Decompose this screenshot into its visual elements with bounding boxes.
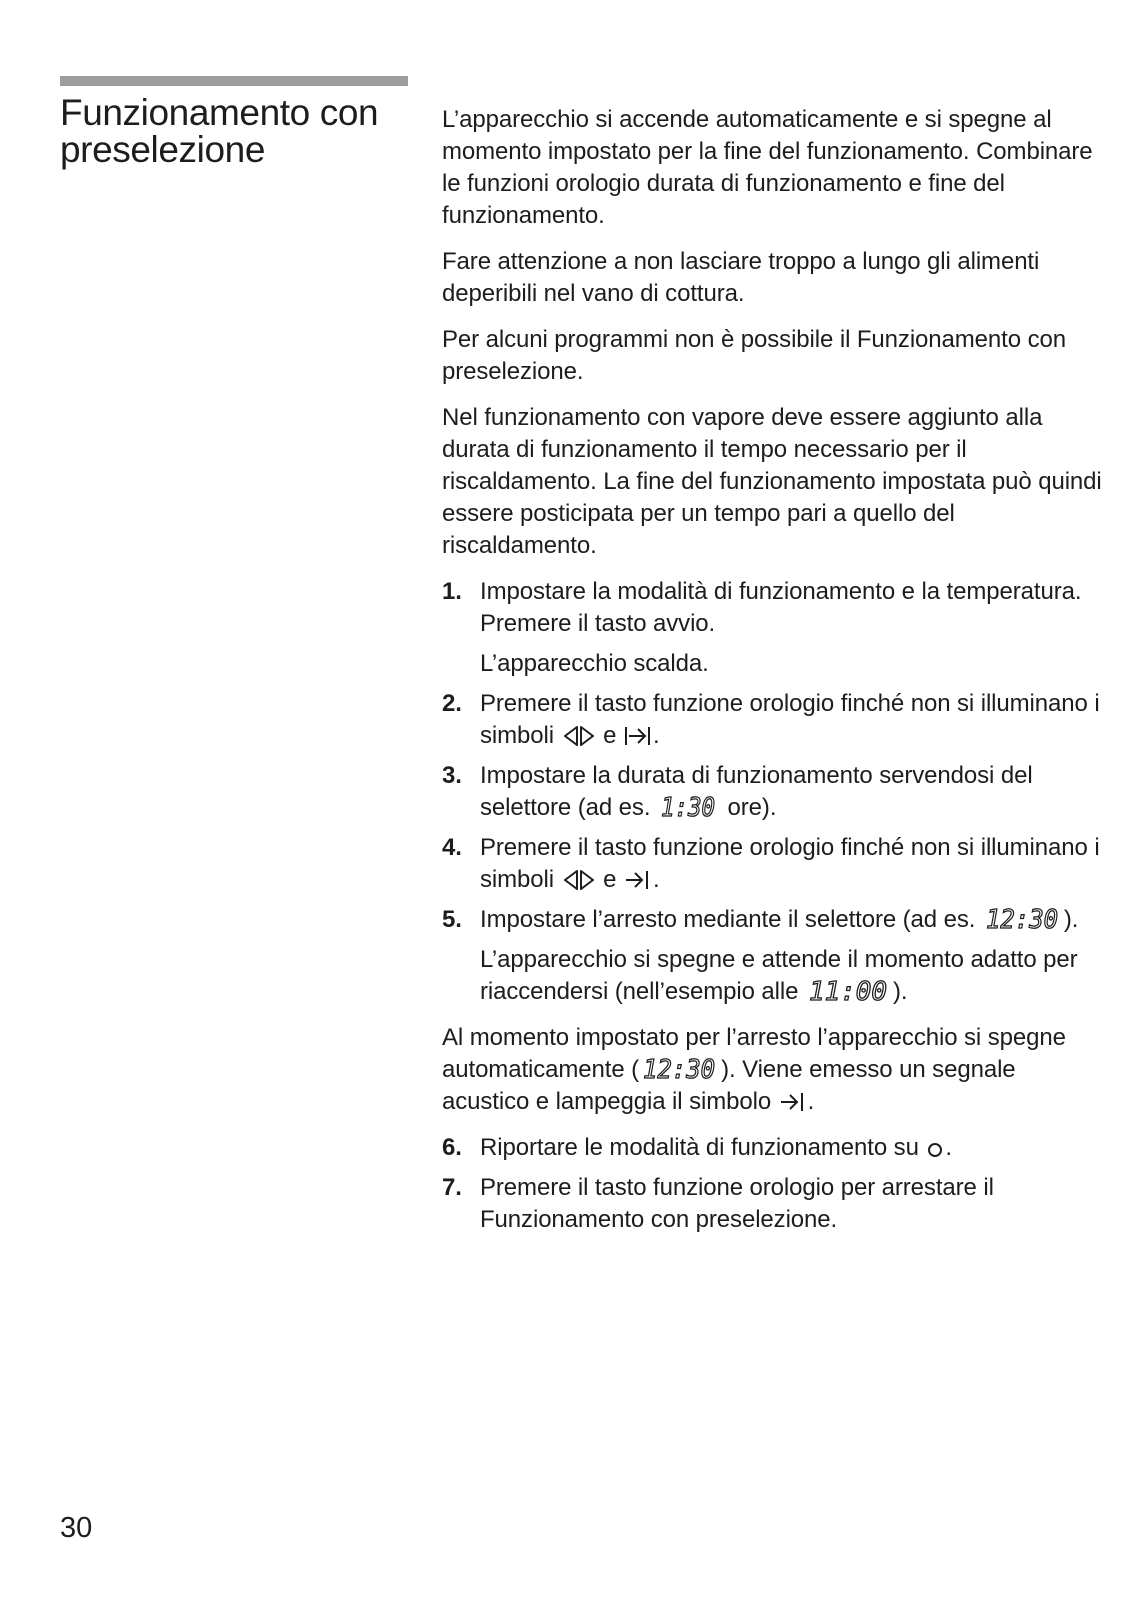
section-title-line-1: Funzionamento con <box>60 92 379 133</box>
body-content <box>442 104 1102 1250</box>
svg-text:11:00: 11:00 <box>808 978 887 1004</box>
step-text: Impostare l’arresto mediante il selettore (ad es. 12:30 ). <box>480 906 1079 933</box>
section-title-line-2: preselezione <box>60 129 266 170</box>
end-time-symbol-icon <box>778 1091 808 1113</box>
step-item <box>442 832 1102 896</box>
step-text: Impostare la modalità di funzionamento e la temperatura. Premere il tasto avvio. <box>480 578 1082 637</box>
step-text: Riportare le modalità di funzionamento su . <box>480 1134 952 1161</box>
step-text: Premere il tasto funzione orologio per arrestare il Funzionamento con preselezione. <box>480 1174 994 1233</box>
duration-symbol-icon <box>561 869 597 891</box>
page-number: 30 <box>60 1512 93 1544</box>
step-text: Premere il tasto funzione orologio finché non si illuminano i simboli e . <box>480 834 1100 893</box>
step-number: 7. <box>442 1174 462 1201</box>
intro-paragraph: Per alcuni programmi non è possibile il Funzionamento con preselezione. <box>442 326 1066 385</box>
svg-text:1:30: 1:30 <box>660 794 715 820</box>
section-title <box>60 94 420 168</box>
lcd-display-value <box>809 978 889 1004</box>
off-circle-icon <box>925 1137 945 1159</box>
step-item <box>442 904 1102 1008</box>
step-item <box>442 688 1102 752</box>
step-item <box>442 1132 1102 1164</box>
step-list <box>442 1132 1102 1236</box>
intro-paragraph: L’apparecchio si accende automaticamente e si spegne al momento impostato per la fine del funzionamento. Combinare le funzioni orologio durata di funzionamento e fine del funzionamento. <box>442 106 1093 229</box>
step-number: 1. <box>442 578 462 605</box>
step-note: L’apparecchio si spegne e attende il momento adatto per riaccendersi (nell’esempio alle 11:00 ). <box>480 946 1078 1005</box>
step-item <box>442 576 1102 680</box>
svg-text:12:30: 12:30 <box>985 906 1058 932</box>
step-text: Premere il tasto funzione orologio finché non si illuminano i simboli e . <box>480 690 1100 749</box>
lcd-display-value <box>986 906 1060 932</box>
step-number: 3. <box>442 762 462 789</box>
svg-text:12:30: 12:30 <box>643 1056 716 1082</box>
lcd-display-value <box>643 1056 717 1082</box>
step-text: Impostare la durata di funzionamento servendosi del selettore (ad es. 1:30 ore). <box>480 762 1033 821</box>
step-number: 4. <box>442 834 462 861</box>
step-number: 6. <box>442 1134 462 1161</box>
end-of-operation-paragraph: Al momento impostato per l’arresto l’apparecchio si spegne automaticamente ( 12:30 ). Viene emesso un segnale acustico e lampeggia il simbolo . <box>442 1024 1066 1115</box>
step-list <box>442 576 1102 1008</box>
intro-paragraph: Nel funzionamento con vapore deve essere aggiunto alla durata di funzionamento il tempo necessario per il riscaldamento. La fine del funzionamento impostata può quindi essere posticipata per un tempo pari a quello del riscaldamento. <box>442 404 1102 559</box>
step-item <box>442 760 1102 824</box>
step-note: L’apparecchio scalda. <box>480 650 709 677</box>
step-number: 5. <box>442 906 462 933</box>
duration-symbol-icon <box>561 725 597 747</box>
step-item <box>442 1172 1102 1236</box>
end-time-symbol-icon <box>623 869 653 891</box>
section-rule <box>60 76 408 86</box>
lcd-display-value <box>661 794 717 820</box>
intro-paragraph: Fare attenzione a non lasciare troppo a lungo gli alimenti deperibili nel vano di cottura. <box>442 248 1040 307</box>
step-number: 2. <box>442 690 462 717</box>
end-time-symbol-icon <box>623 725 653 747</box>
